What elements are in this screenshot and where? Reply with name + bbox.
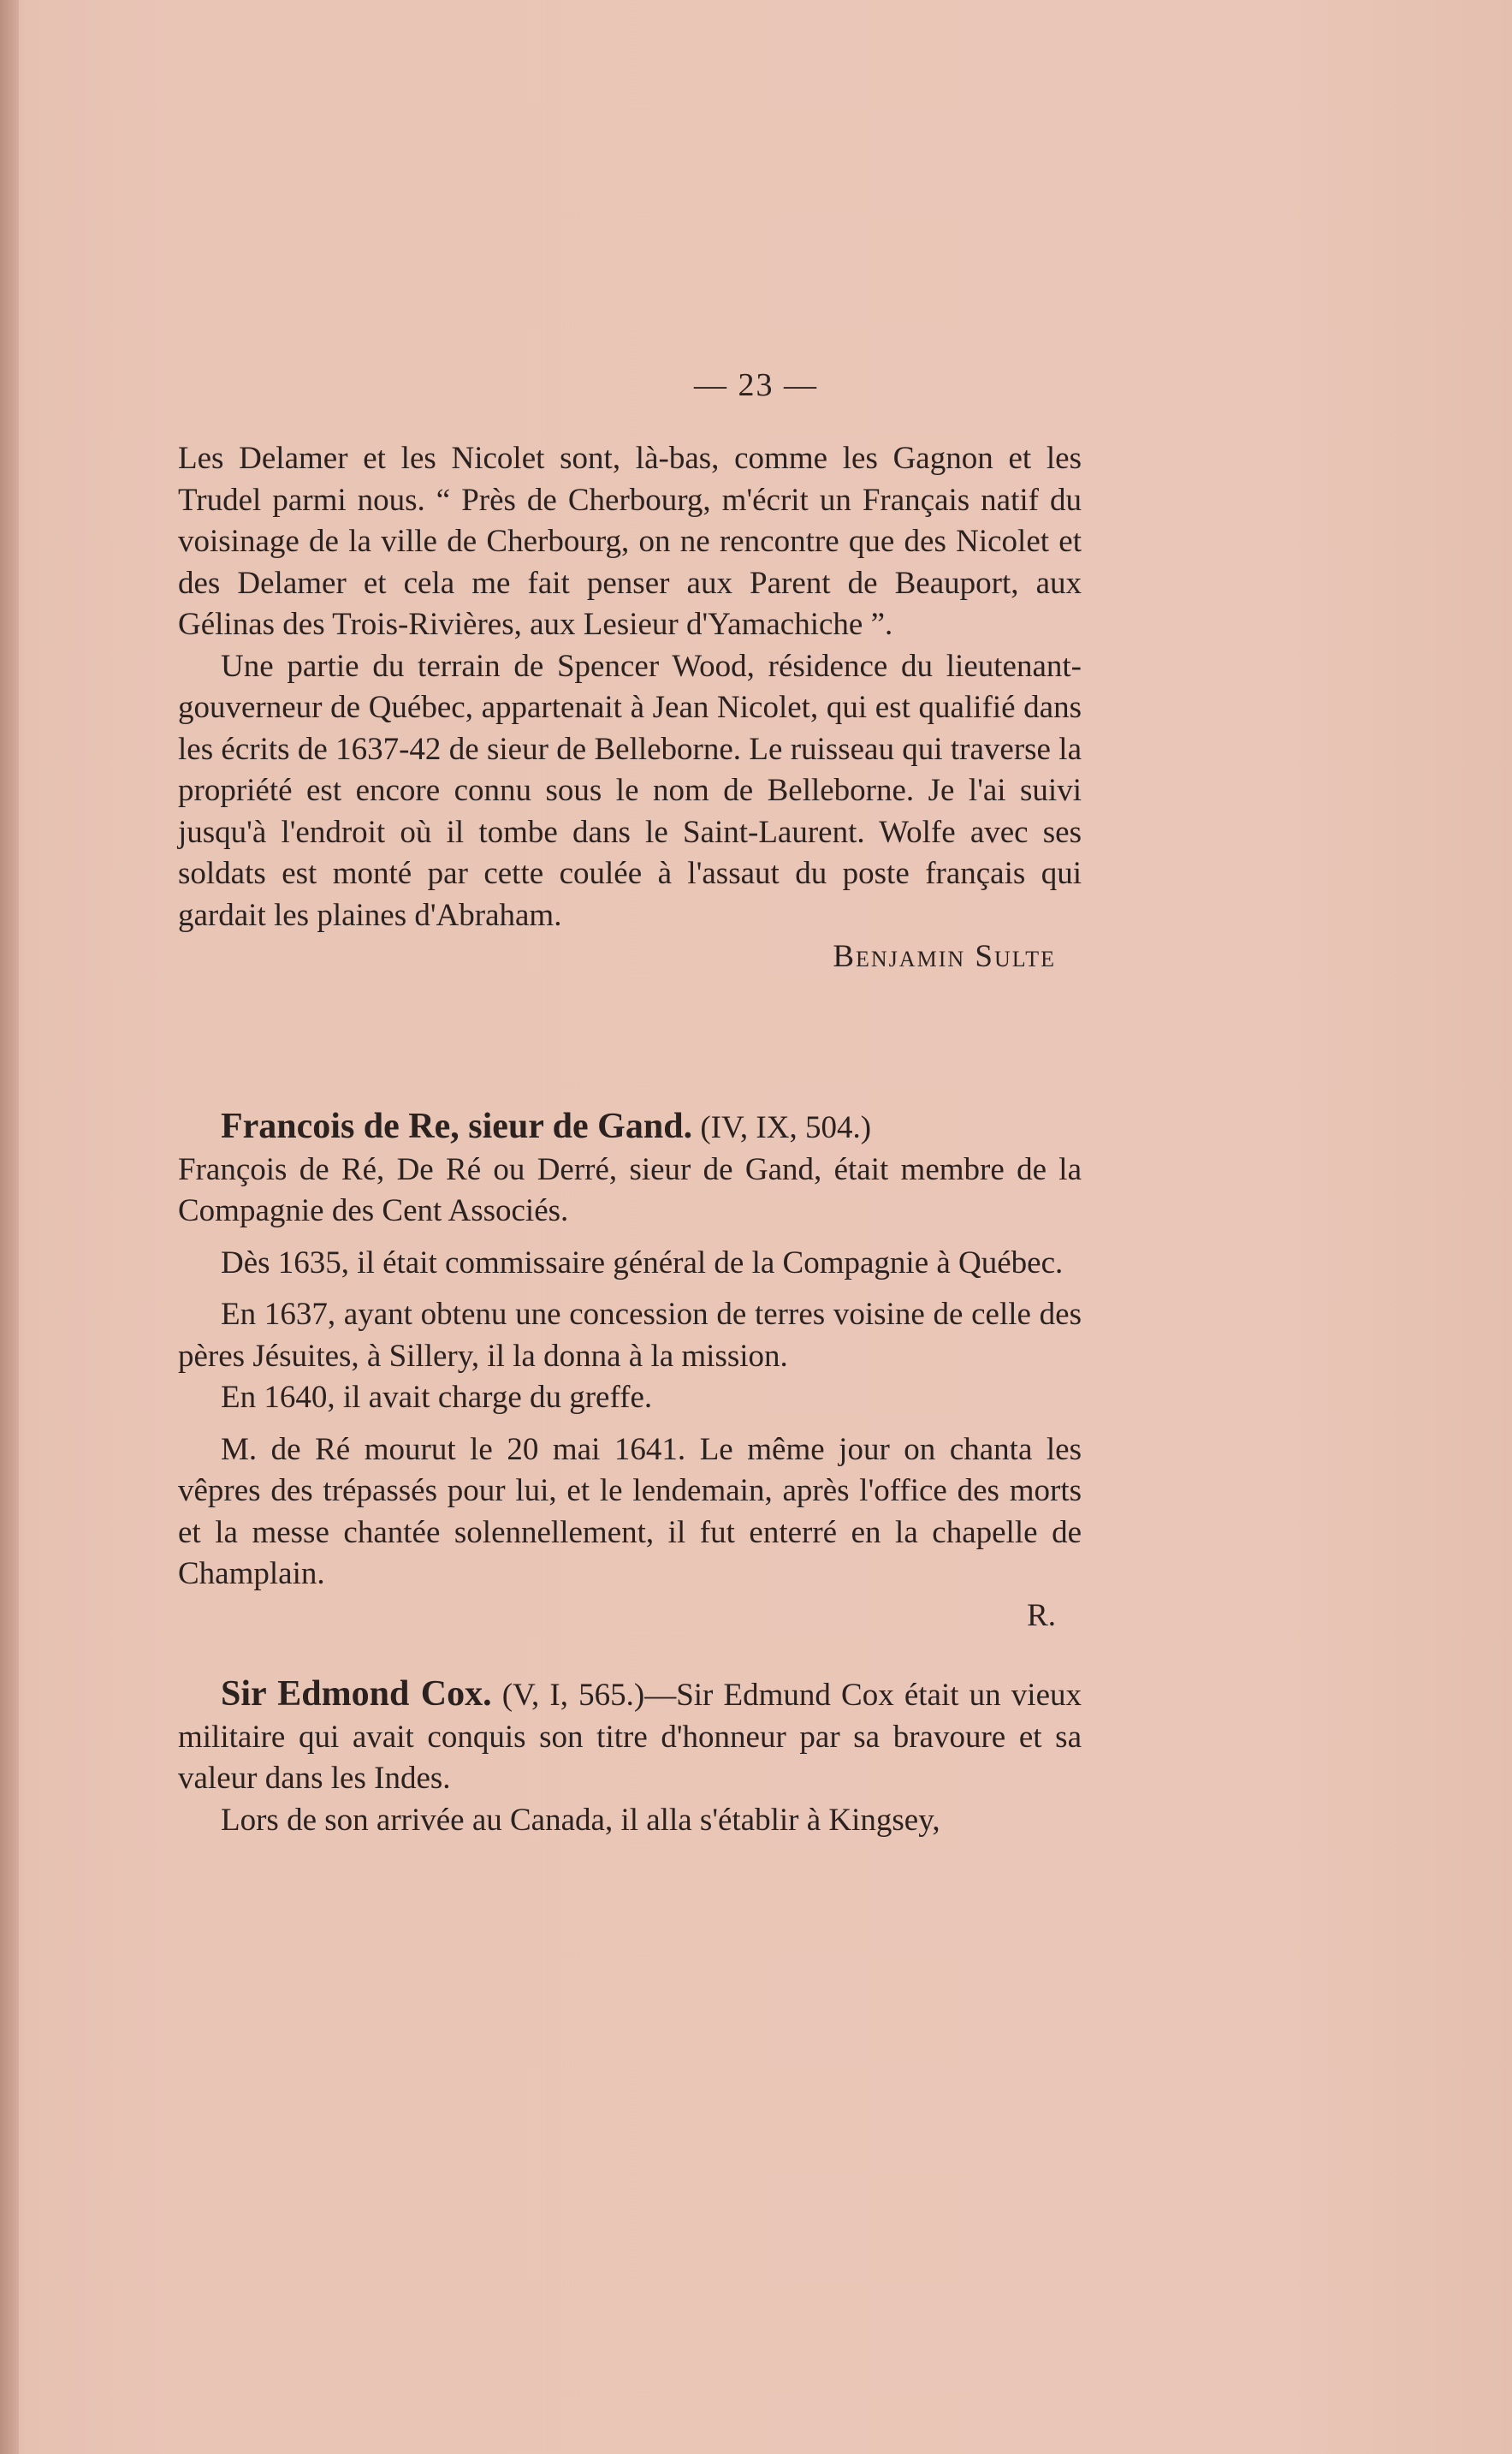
entry-reference: (IV, IX, 504.) [700, 1110, 872, 1145]
paragraph: Une partie du terrain de Spencer Wood, résidence du lieutenant-gouverneur de Québec, appartenait à Jean Nicolet, qui est qualifié dans les écrits de 1637-42 de sieur de Belleborne. Le ruisseau qui traverse la propriété est encore connu sous le nom de Belleborne. Je l'ai suivi jusqu'à l'endroit où il tombe dans le Saint-Laurent. Wolfe avec ses soldats est monté par cette coulée à l'assaut du poste français qui gardait les plaines d'Abraham. [178, 648, 1082, 933]
paragraph: Lors de son arrivée au Canada, il alla s'établir à Kingsey, [221, 1802, 940, 1838]
section-nicolet [178, 438, 1082, 978]
author-signature: Benjamin Sulte [833, 939, 1056, 974]
page-number: — 23 — [694, 367, 818, 403]
entry-reference: (V, I, 565.) [501, 1678, 645, 1713]
entry-text: —Sir Edmund Cox était un vieux militaire qui avait conquis son titre d'honneur par sa bravoure et sa valeur dans les Indes. [178, 1678, 1082, 1796]
section-francois-de-re [178, 1106, 1082, 1637]
entry-paragraph [178, 1673, 1082, 1800]
author-initial: R. [1027, 1597, 1056, 1633]
paragraph: En 1640, il avait charge du greffe. [221, 1380, 653, 1415]
section-edmond-cox [178, 1673, 1082, 1841]
paragraph: Dès 1635, il était commissaire général de la Compagnie à Québec. [221, 1245, 1064, 1280]
paragraph: M. de Ré mourut le 20 mai 1641. Le même jour on chanta les vêpres des trépassés pour lui, et le lendemain, après l'office des morts et la messe chantée solennellement, il fut enterré en la chapelle de Champlain. [178, 1431, 1082, 1591]
paragraph: François de Ré, De Ré ou Derré, sieur de Gand, était membre de la Compagnie des Cent Associés. [178, 1151, 1082, 1228]
entry-title: Francois de Re, sieur de Gand. [221, 1107, 693, 1146]
paragraph: Les Delamer et les Nicolet sont, là-bas, comme les Gagnon et les Trudel parmi nous. “ Près de Cherbourg, m'écrit un Français natif du voisinage de la ville de Cherbourg, on ne rencontre que des Nicolet et des Delamer et cela me fait penser aux Parent de Beauport, aux Gélinas des Trois-Rivières, aux Lesieur d'Yamachiche ”. [178, 441, 1082, 642]
entry-heading [178, 1106, 1082, 1150]
entry-title: Sir Edmond Cox. [221, 1674, 492, 1714]
paragraph: En 1637, ayant obtenu une concession de terres voisine de celle des pères Jésuites, à Sillery, il la donna à la mission. [178, 1297, 1082, 1374]
